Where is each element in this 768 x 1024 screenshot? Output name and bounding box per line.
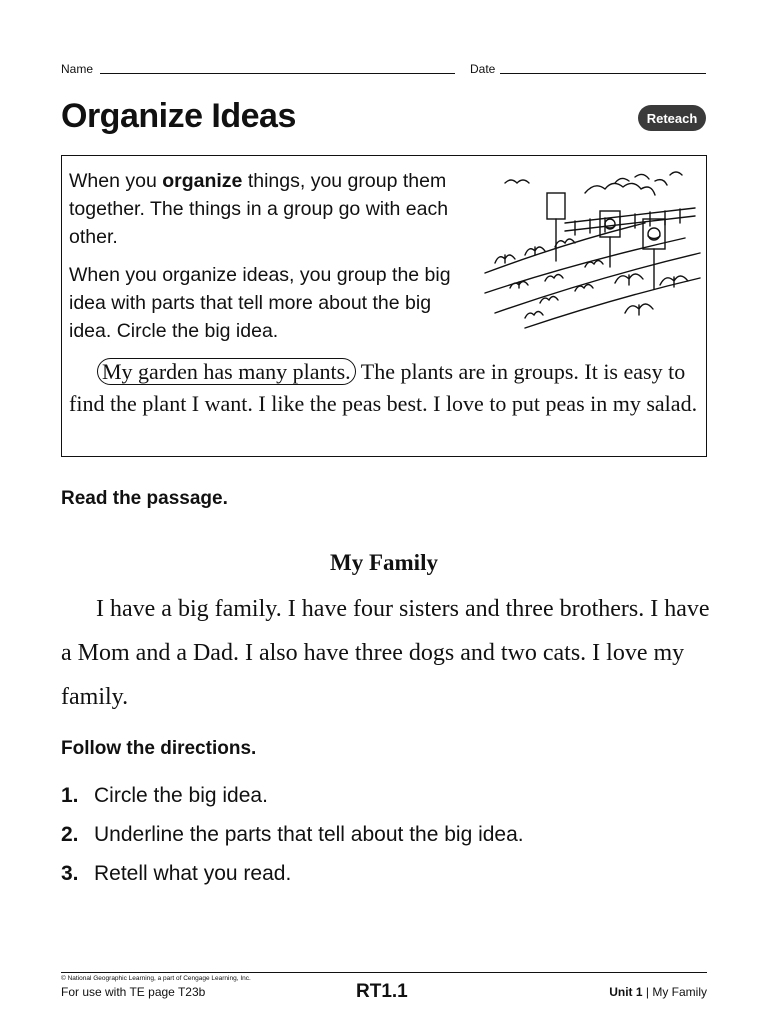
direction-item: 3. Retell what you read. bbox=[61, 862, 292, 885]
circled-big-idea: My garden has many plants. bbox=[97, 358, 356, 385]
name-label: Name bbox=[61, 62, 94, 76]
intro-paragraph-1: When you organize things, you group them together. The things in a group go with each other. bbox=[69, 170, 449, 248]
reteach-badge: Reteach bbox=[638, 105, 706, 131]
example-passage: My garden has many plants. The plants are in groups. It is easy to find the plant I want. I like the peas best. I love to put peas in my salad. bbox=[69, 359, 698, 416]
intro-paragraph-2: When you organize ideas, you group the big idea with parts that tell more about the big idea. Circle the big idea. bbox=[69, 264, 451, 342]
direction-item: 1. Circle the big idea. bbox=[61, 784, 268, 807]
page-code: RT1.1 bbox=[356, 981, 408, 1002]
garden-illustration bbox=[465, 163, 701, 333]
direction-item: 2. Underline the parts that tell about the big idea. bbox=[61, 823, 524, 846]
bold-term: organize bbox=[162, 170, 243, 192]
date-label: Date bbox=[470, 62, 496, 76]
unit-label: Unit 1 | My Family bbox=[609, 985, 707, 999]
story-text: I have a big family. I have four sisters and three brothers. I have a Mom and a Dad. I also have three dogs and two cats. I love my family. bbox=[61, 596, 710, 710]
page-title: Organize Ideas bbox=[61, 97, 296, 135]
name-line[interactable] bbox=[100, 73, 455, 74]
directions-heading: Follow the directions. bbox=[61, 738, 257, 759]
story-title: My Family bbox=[330, 550, 438, 575]
footer-rule bbox=[61, 972, 707, 973]
copyright: © National Geographic Learning, a part of Cengage Learning, Inc. bbox=[61, 975, 251, 982]
date-line[interactable] bbox=[500, 73, 706, 74]
te-page-note: For use with TE page T23b bbox=[61, 985, 206, 999]
read-heading: Read the passage. bbox=[61, 488, 228, 509]
